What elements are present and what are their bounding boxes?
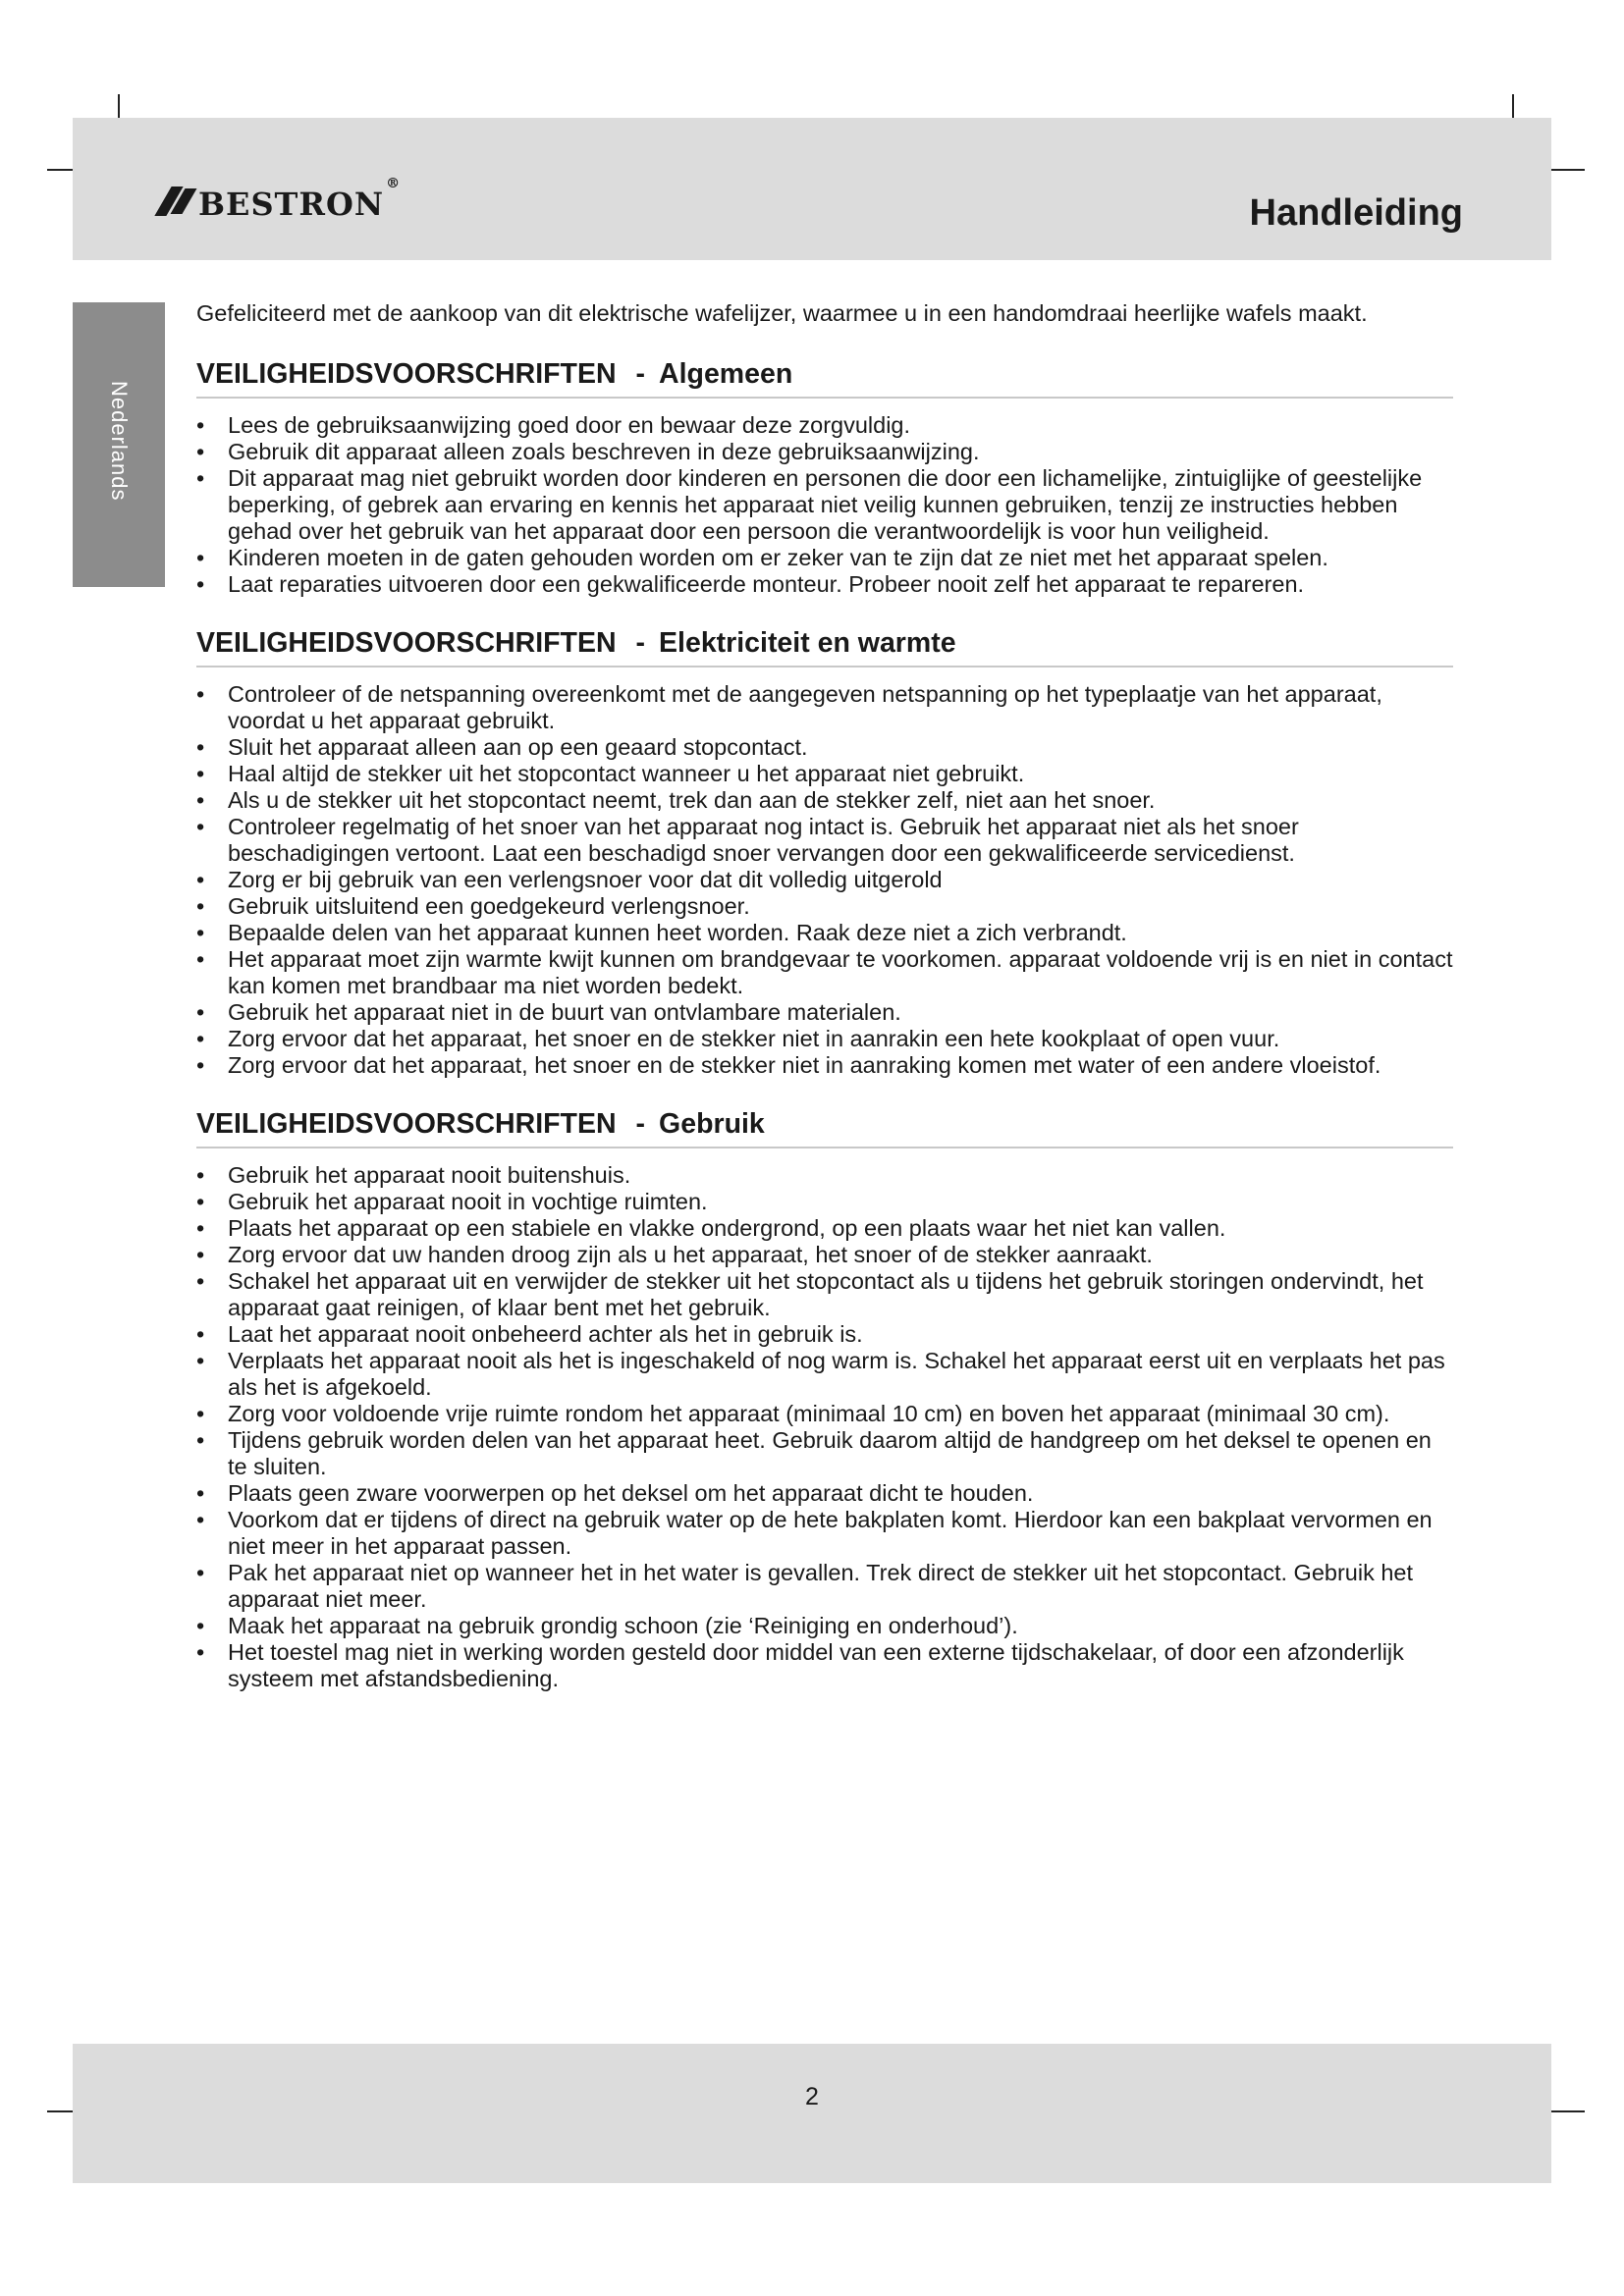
list-item: • Zorg ervoor dat uw handen droog zijn als u het apparaat, het snoer of de stekker aanraakt.	[196, 1242, 1453, 1268]
section-heading: VEILIGHEIDSVOORSCHRIFTEN - Algemeen	[196, 356, 1453, 399]
registered-mark: ®	[386, 176, 402, 191]
list-item: • Zorg voor voldoende vrije ruimte rondom het apparaat (minimaal 10 cm) en boven het apparaat (minimaal 30 cm).	[196, 1401, 1453, 1427]
page-footer	[73, 2044, 1551, 2183]
list-item: • Tijdens gebruik worden delen van het apparaat heet. Gebruik daarom altijd de handgreep om het deksel te openen en te sluiten.	[196, 1427, 1453, 1480]
intro-paragraph: Gefeliciteerd met de aankoop van dit elektrische wafelijzer, waarmee u in een handomdraai heerlijke wafels maakt.	[196, 300, 1368, 326]
list-item: • Gebruik uitsluitend een goedgekeurd verlengsnoer.	[196, 893, 1453, 920]
list-item: • Gebruik dit apparaat alleen zoals beschreven in deze gebruiksaanwijzing.	[196, 439, 1453, 465]
brand-chevrons-icon	[163, 187, 192, 216]
list-item: • Zorg ervoor dat het apparaat, het snoer en de stekker niet in aanrakin een hete kookplaat of open vuur.	[196, 1026, 1453, 1052]
list-item: • Verplaats het apparaat nooit als het is ingeschakeld of nog warm is. Schakel het apparaat eerst uit en verplaats het pas als het is afgekoeld.	[196, 1348, 1453, 1401]
list-item: • Gebruik het apparaat nooit buitenshuis.	[196, 1162, 1453, 1189]
list-item: • Laat reparaties uitvoeren door een gekwalificeerde monteur. Probeer nooit zelf het apparaat te repareren.	[196, 571, 1453, 598]
list-item: • Bepaalde delen van het apparaat kunnen heet worden. Raak deze niet a zich verbrandt.	[196, 920, 1453, 946]
language-label: Nederlands	[107, 381, 132, 502]
list-item: • Gebruik het apparaat niet in de buurt van ontvlambare materialen.	[196, 999, 1453, 1026]
list-item: • Zorg er bij gebruik van een verlengsnoer voor dat dit volledig uitgerold	[196, 867, 1453, 893]
list-item: • Gebruik het apparaat nooit in vochtige ruimten.	[196, 1189, 1453, 1215]
list-item: • Plaats het apparaat op een stabiele en vlakke ondergrond, op een plaats waar het niet kan vallen.	[196, 1215, 1453, 1242]
document-title: Handleiding	[1249, 192, 1463, 234]
language-tab	[73, 302, 165, 587]
list-item: • Zorg ervoor dat het apparaat, het snoer en de stekker niet in aanraking komen met water of een andere vloeistof.	[196, 1052, 1453, 1079]
section-elektriciteit-en-warmte	[196, 625, 1453, 1079]
list-item: • Het apparaat moet zijn warmte kwijt kunnen om brandgevaar te voorkomen. apparaat voldoende vrij is en niet in contact kan komen met brandbaar ma niet worden bedekt.	[196, 946, 1453, 999]
list-item: • Als u de stekker uit het stopcontact neemt, trek dan aan de stekker zelf, niet aan het snoer.	[196, 787, 1453, 814]
section-heading: VEILIGHEIDSVOORSCHRIFTEN - Gebruik	[196, 1106, 1453, 1148]
bullet-list	[196, 1162, 1453, 1692]
section-algemeen	[196, 356, 1453, 598]
main-content	[196, 300, 1453, 1720]
section-gebruik	[196, 1106, 1453, 1692]
bullet-list	[196, 681, 1453, 1079]
page-number: 2	[805, 2083, 819, 2110]
list-item: • Lees de gebruiksaanwijzing goed door en bewaar deze zorgvuldig.	[196, 412, 1453, 439]
list-item: • Laat het apparaat nooit onbeheerd achter als het in gebruik is.	[196, 1321, 1453, 1348]
list-item: • Controleer of de netspanning overeenkomt met de aangegeven netspanning op het typeplaatje van het apparaat, voordat u het apparaat gebruikt.	[196, 681, 1453, 734]
section-heading: VEILIGHEIDSVOORSCHRIFTEN - Elektriciteit en warmte	[196, 625, 1453, 667]
list-item: • Controleer regelmatig of het snoer van het apparaat nog intact is. Gebruik het apparaat niet als het snoer beschadigingen vertoont. Laat een beschadigd snoer vervangen door een gekwalificeerde servicedienst.	[196, 814, 1453, 867]
list-item: • Kinderen moeten in de gaten gehouden worden om er zeker van te zijn dat ze niet met het apparaat spelen.	[196, 545, 1453, 571]
list-item: • Het toestel mag niet in werking worden gesteld door middel van een externe tijdschakelaar, of door een afzonderlijk systeem met afstandsbediening.	[196, 1639, 1453, 1692]
list-item: • Maak het apparaat na gebruik grondig schoon (zie ‘Reiniging en onderhoud’).	[196, 1613, 1453, 1639]
brand-logo	[163, 173, 402, 226]
list-item: • Haal altijd de stekker uit het stopcontact wanneer u het apparaat niet gebruikt.	[196, 761, 1453, 787]
list-item: • Voorkom dat er tijdens of direct na gebruik water op de hete bakplaten komt. Hierdoor kan een bakplaat vervormen en niet meer in het apparaat passen.	[196, 1507, 1453, 1560]
page-header	[73, 118, 1551, 260]
list-item: • Plaats geen zware voorwerpen op het deksel om het apparaat dicht te houden.	[196, 1480, 1453, 1507]
list-item: • Pak het apparaat niet op wanneer het in het water is gevallen. Trek direct de stekker uit het stopcontact. Gebruik het apparaat niet meer.	[196, 1560, 1453, 1613]
bullet-list	[196, 412, 1453, 598]
list-item: • Dit apparaat mag niet gebruikt worden door kinderen en personen die door een lichamelijke, zintuiglijke of geestelijke beperking, of gebrek aan ervaring en kennis het apparaat niet veilig kunnen gebruiken, tenzij ze instructies hebben gehad over het gebruik van het apparaat door een persoon die verantwoordelijk is voor hun veiligheid.	[196, 465, 1453, 545]
brand-name: bestron ®	[198, 173, 402, 226]
list-item: • Sluit het apparaat alleen aan op een geaard stopcontact.	[196, 734, 1453, 761]
list-item: • Schakel het apparaat uit en verwijder de stekker uit het stopcontact als u tijdens het gebruik storingen ondervindt, het apparaat gaat reinigen, of klaar bent met het gebruik.	[196, 1268, 1453, 1321]
